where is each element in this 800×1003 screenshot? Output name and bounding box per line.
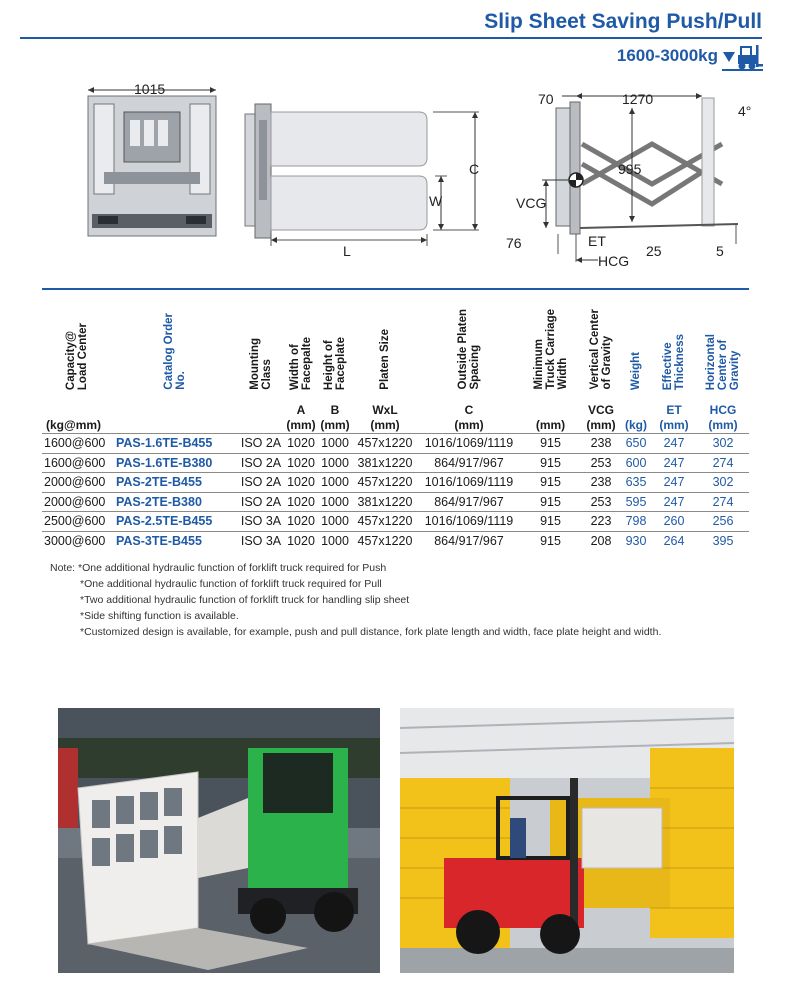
column-unit-symbol: VCG: [587, 403, 614, 417]
photo-red-forklift: [400, 708, 734, 973]
table-cell: 595: [621, 492, 651, 512]
column-header-label: Weight: [630, 351, 642, 390]
table-cell: 247: [651, 434, 697, 454]
column-unit: [318, 390, 352, 434]
table-cell: 2500@600: [42, 512, 112, 532]
column-header-label: Vertical Center of Gravity: [589, 309, 613, 390]
table-cell: 1600@600: [42, 434, 112, 454]
column-header: [42, 288, 112, 390]
dim-l: L: [343, 243, 351, 259]
front-view-drawing: [84, 76, 232, 246]
column-header: [318, 288, 352, 390]
table-cell: 1020: [284, 492, 318, 512]
table-cell: 457x1220: [352, 473, 418, 493]
column-unit-label: (mm): [659, 418, 689, 432]
cog-view-drawing: [502, 84, 764, 270]
column-header: [418, 288, 520, 390]
column-unit: [418, 390, 520, 434]
dim-hcg: HCG: [598, 253, 630, 269]
table-cell: ISO 2A: [238, 492, 284, 512]
column-header-label: Width of Facepalte: [289, 336, 313, 390]
column-unit: [352, 390, 418, 434]
side-view-drawing: [243, 100, 493, 260]
table-cell: ISO 3A: [238, 531, 284, 550]
column-unit-label: (mm): [370, 418, 400, 432]
column-unit-label: (mm): [535, 418, 566, 432]
table-cell: 635: [621, 473, 651, 493]
dim-width-1015: 1015: [134, 81, 166, 97]
dim-c: C: [469, 161, 480, 177]
table-cell: 1020: [284, 512, 318, 532]
table-cell: 1020: [284, 531, 318, 550]
column-unit-symbol: B: [330, 403, 340, 417]
dim-w: W: [429, 193, 443, 209]
column-unit-symbol: A: [296, 403, 306, 417]
table-cell: 264: [651, 531, 697, 550]
column-header: [651, 288, 697, 390]
column-header: [520, 288, 581, 390]
table-cell: 600: [621, 453, 651, 473]
column-header-label: Outside Platen Spacing: [457, 309, 481, 390]
table-body: [42, 434, 749, 551]
column-unit: [520, 390, 581, 434]
column-unit: [284, 390, 318, 434]
photo-green-forklift: [58, 708, 380, 973]
table-cell: 1600@600: [42, 453, 112, 473]
table-cell: 457x1220: [352, 531, 418, 550]
table-cell: 1020: [284, 473, 318, 493]
column-unit-symbol: HCG: [709, 403, 737, 417]
table-cell: ISO 2A: [238, 453, 284, 473]
table-row: [42, 512, 749, 532]
dim-70: 70: [538, 91, 554, 107]
column-unit: [112, 390, 238, 434]
table-cell: PAS-3TE-B455: [112, 531, 238, 550]
table-cell: 253: [581, 453, 621, 473]
column-header-label: Height of Faceplate: [323, 336, 347, 390]
column-unit-symbol: C: [464, 403, 474, 417]
note-line: Note: *One additional hydraulic function of forklift truck required for Push: [50, 562, 387, 574]
table-cell: 260: [651, 512, 697, 532]
dim-25: 25: [646, 243, 662, 259]
table-cell: 238: [581, 473, 621, 493]
table-cell: 274: [697, 492, 749, 512]
table-cell: 381x1220: [352, 492, 418, 512]
table-cell: 302: [697, 434, 749, 454]
column-unit: [621, 390, 651, 434]
table-cell: 381x1220: [352, 453, 418, 473]
title-rule: [20, 37, 762, 39]
column-header: [621, 288, 651, 390]
table-cell: 208: [581, 531, 621, 550]
table-cell: 247: [651, 492, 697, 512]
column-header: [112, 288, 238, 390]
table-cell: 864/917/967: [418, 492, 520, 512]
table-cell: 3000@600: [42, 531, 112, 550]
table-cell: 1016/1069/1119: [418, 473, 520, 493]
note-line: *Customized design is available, for example, push and pull distance, fork plate length and width, face plate height and width.: [80, 626, 662, 638]
table-cell: 1016/1069/1119: [418, 434, 520, 454]
table-cell: ISO 2A: [238, 434, 284, 454]
table-cell: 915: [520, 453, 581, 473]
note-line: *One additional hydraulic function of forklift truck required for Pull: [80, 578, 382, 590]
table-cell: 650: [621, 434, 651, 454]
table-cell: PAS-2TE-B455: [112, 473, 238, 493]
table-cell: 864/917/967: [418, 453, 520, 473]
table-row: [42, 434, 749, 454]
dim-et: ET: [588, 233, 606, 249]
column-unit-symbol: ET: [666, 403, 682, 417]
table-cell: 223: [581, 512, 621, 532]
table-cell: PAS-2TE-B380: [112, 492, 238, 512]
table-cell: ISO 3A: [238, 512, 284, 532]
column-header-label: Capacity@ Load Center: [65, 322, 89, 390]
dim-vcg: VCG: [516, 195, 547, 211]
column-unit: [651, 390, 697, 434]
capacity-range: 1600-3000kg: [616, 46, 718, 65]
note-line: *Two additional hydraulic function of forklift truck for handling slip sheet: [80, 594, 410, 606]
column-unit-label: (mm): [708, 418, 738, 432]
column-unit: [42, 390, 112, 434]
page-title: Slip Sheet Saving Push/Pull: [484, 10, 762, 33]
table-cell: 302: [697, 473, 749, 493]
dim-995: 995: [618, 161, 642, 177]
table-row: [42, 492, 749, 512]
column-header: [352, 288, 418, 390]
table-cell: PAS-1.6TE-B380: [112, 453, 238, 473]
dim-1270: 1270: [622, 91, 654, 107]
table-cell: 930: [621, 531, 651, 550]
table-cell: 915: [520, 512, 581, 532]
notes: [50, 560, 661, 640]
table-cell: 1000: [318, 492, 352, 512]
column-header: [238, 288, 284, 390]
table-cell: 798: [621, 512, 651, 532]
column-header: [581, 288, 621, 390]
table-cell: PAS-2.5TE-B455: [112, 512, 238, 532]
column-unit-label: (mm): [320, 418, 350, 432]
dim-76: 76: [506, 235, 522, 251]
table-cell: 915: [520, 473, 581, 493]
table-cell: ISO 2A: [238, 473, 284, 493]
table-cell: 457x1220: [352, 512, 418, 532]
table-cell: 1000: [318, 512, 352, 532]
column-header: [697, 288, 749, 390]
table-cell: 1000: [318, 453, 352, 473]
table-cell: 2000@600: [42, 492, 112, 512]
header-row: [42, 288, 749, 390]
column-unit-label: (kg): [625, 418, 647, 432]
column-unit-label: (mm): [454, 418, 484, 432]
table-cell: 1020: [284, 453, 318, 473]
table-cell: 1000: [318, 473, 352, 493]
column-unit: [697, 390, 749, 434]
table-cell: 457x1220: [352, 434, 418, 454]
table-cell: 2000@600: [42, 473, 112, 493]
table-row: [42, 473, 749, 493]
column-header-label: Platen Size: [379, 329, 391, 390]
table-cell: 238: [581, 434, 621, 454]
table-cell: PAS-1.6TE-B455: [112, 434, 238, 454]
dim-5: 5: [716, 243, 724, 259]
column-unit: [238, 390, 284, 434]
column-header: [284, 288, 318, 390]
column-header-label: Catalog Order No.: [163, 313, 187, 390]
table-cell: 915: [520, 531, 581, 550]
table-cell: 253: [581, 492, 621, 512]
column-header-label: Minimum Truck Carriage Width: [532, 309, 569, 390]
column-unit: [581, 390, 621, 434]
table-cell: 256: [697, 512, 749, 532]
table-cell: 1016/1069/1119: [418, 512, 520, 532]
table-cell: 1000: [318, 434, 352, 454]
table-row: [42, 531, 749, 550]
units-row: [42, 390, 749, 434]
table-cell: 915: [520, 434, 581, 454]
forklift-icon: [721, 42, 763, 72]
table-cell: 1020: [284, 434, 318, 454]
table-cell: 864/917/967: [418, 531, 520, 550]
table-row: [42, 453, 749, 473]
table-cell: 247: [651, 473, 697, 493]
table-cell: 1000: [318, 531, 352, 550]
table-cell: 274: [697, 453, 749, 473]
column-header-label: Horizontal Center of Gravity: [705, 333, 741, 390]
table-cell: 395: [697, 531, 749, 550]
dim-angle: 4°: [738, 103, 752, 119]
table-cell: 915: [520, 492, 581, 512]
column-unit-label: (mm): [586, 418, 616, 432]
column-header-label: Effective Thickness: [662, 333, 686, 390]
note-line: *Side shifting function is available.: [80, 610, 239, 622]
column-unit-label: (mm): [286, 418, 316, 432]
spec-table: [42, 288, 749, 550]
column-unit-symbol: WxL: [372, 403, 398, 417]
table-cell: 247: [651, 453, 697, 473]
column-header-label: Mounting Class: [249, 338, 273, 390]
column-unit-label: (kg@mm): [46, 418, 102, 432]
